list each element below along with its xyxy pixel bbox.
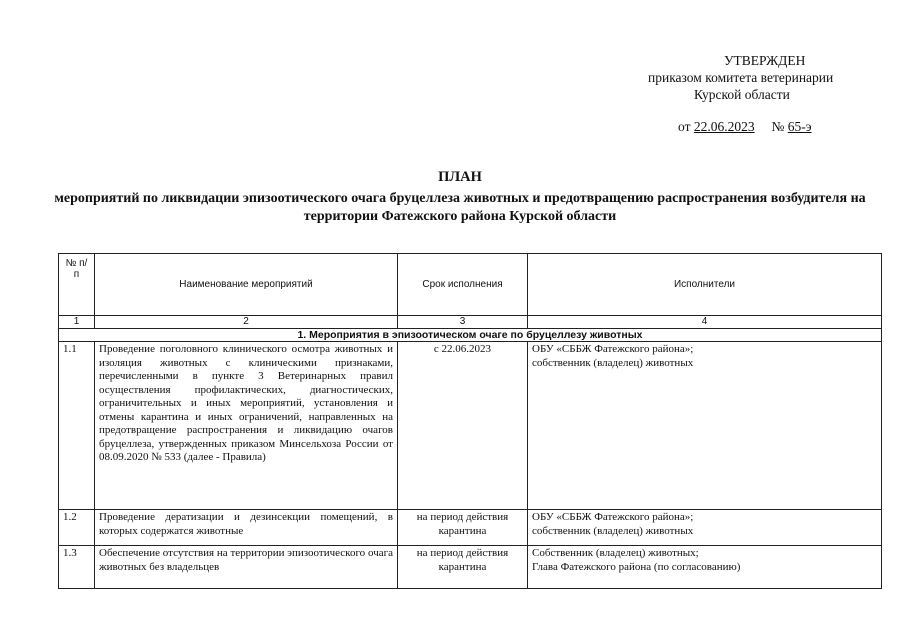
row-executors [528,342,882,510]
executor-line: собственник (владелец) животных [532,524,694,537]
row-executors [528,546,882,589]
table-header-row [59,254,882,316]
table-row [59,510,882,546]
header-executors: Исполнители [528,254,882,316]
header-num: № п/п [59,254,95,316]
order-line: приказом комитета ветеринарии [648,70,834,85]
index-row [59,316,882,329]
region-line: Курской области [694,87,790,102]
row-name: Обеспечение отсутствия на территории эпизоотического очага животных без владельцев [95,546,398,589]
row-num: 1.1 [59,342,95,510]
row-term: на период действия карантина [398,546,528,589]
index-cell: 2 [95,316,398,329]
index-cell: 1 [59,316,95,329]
executor-line: Собственник (владелец) животных; [532,547,699,559]
approval-block [600,52,900,135]
header-name: Наименование мероприятий [95,254,398,316]
row-name: Проведение поголовного клинического осмотра животных и изоляция животных с клиническими признаками, перечисленными в пункте 3 Ветеринарных правил осуществления профилактических, диагностических, ограничительных и иных мероприятий, установления и отмены карантина и иных ограничений, направленных на предотвращение распространения и ликвидацию очагов бруцеллеза, утвержденных приказом Минсельхоза России от 08.09.2020 № 533 (далее - Правила) [95,342,398,510]
section-row [59,329,882,342]
plan-subtitle: мероприятий по ликвидации эпизоотического очага бруцеллеза животных и предотвращению распространения возбудителя на территории Фатежского района Курской области [54,191,866,224]
index-cell: 3 [398,316,528,329]
order-number: 65-э [787,119,812,134]
executor-line: ОБУ «СББЖ Фатежского района»; [532,511,694,523]
plan-table [58,253,882,589]
row-executors [528,510,882,546]
row-num: 1.2 [59,510,95,546]
row-term: на период действия карантина [398,510,528,546]
date-prefix: от [678,119,691,134]
executor-line: Глава Фатежского района (по согласованию) [532,560,741,573]
row-name: Проведение дератизации и дезинсекции помещений, в которых содержатся животные [95,510,398,546]
row-term: с 22.06.2023 [398,342,528,510]
plan-heading: ПЛАН [438,169,482,185]
row-num: 1.3 [59,546,95,589]
table-row [59,546,882,589]
table-row [59,342,882,510]
order-date: 22.06.2023 [693,119,755,134]
executor-line: собственник (владелец) животных [532,356,694,369]
header-term: Срок исполнения [398,254,528,316]
index-cell: 4 [528,316,882,329]
number-prefix: № [771,119,785,134]
section-title: 1. Мероприятия в эпизоотическом очаге по бруцеллезу животных [59,329,882,342]
date-number-line [600,118,900,135]
document-title [40,168,880,226]
executor-line: ОБУ «СББЖ Фатежского района»; [532,343,694,355]
approved-label: УТВЕРЖДЕН [724,53,806,68]
